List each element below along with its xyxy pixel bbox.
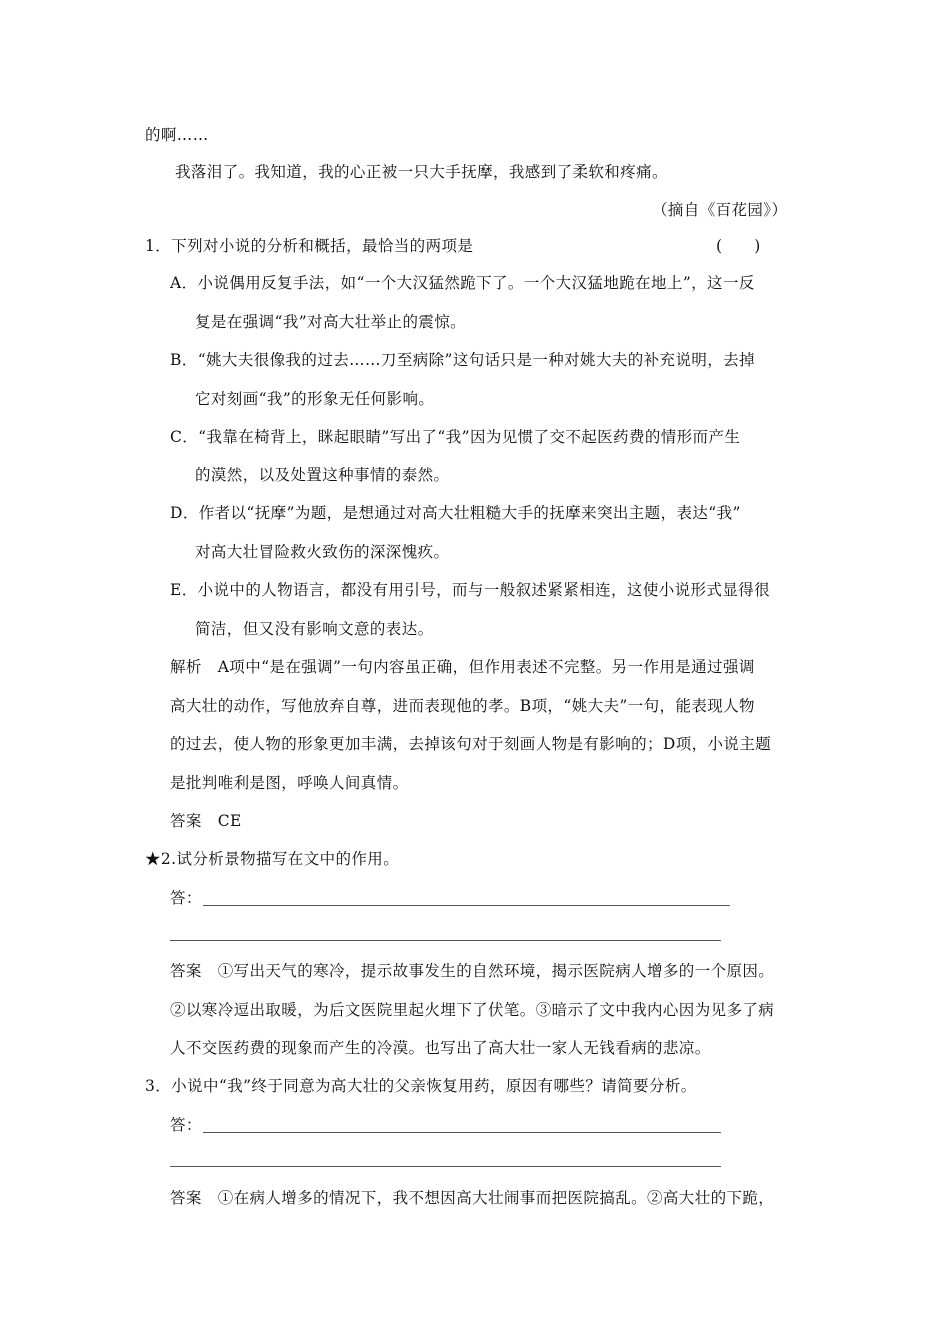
answer-text-1: ①写出天气的寒冷，提示故事发生的自然环境，揭示医院病人增多的一个原因。 — [217, 962, 775, 980]
option-b-line-1: B．“姚大夫很像我的过去……刀至病除”这句话只是一种对姚大夫的补充说明，去掉 — [170, 351, 755, 369]
question-3-answer-line-2[interactable] — [170, 1166, 721, 1167]
option-b-line-2: 它对刻画“我”的形象无任何影响。 — [195, 390, 435, 408]
question-3-answer-line-1[interactable] — [203, 1132, 721, 1133]
question-1-answer-bracket: ( ) — [716, 237, 761, 255]
analysis-line-1 — [170, 656, 755, 678]
answer-label: 答案 — [170, 962, 218, 980]
question-2-answer-line-b: ②以寒冷逗出取暖，为后文医院里起火埋下了伏笔。③暗示了文中我内心因为见多了病 — [170, 1001, 775, 1019]
question-1-answer — [170, 810, 242, 832]
question-3-stem — [145, 1075, 697, 1097]
question-2-stem — [145, 848, 399, 870]
question-1-stem — [145, 235, 473, 257]
option-d-line-2: 对高大壮冒险救火致伤的深深愧疚。 — [195, 543, 450, 561]
question-2-answer-line-a — [170, 960, 774, 982]
question-1-text: 下列对小说的分析和概括，最恰当的两项是 — [171, 237, 474, 255]
analysis-line-4: 是批判唯利是图，呼唤人间真情。 — [170, 774, 409, 792]
option-e-line-1: E．小说中的人物语言，都没有用引号，而与一般叙述紧紧相连，这使小说形式显得很 — [170, 581, 771, 599]
question-3-number: 3． — [145, 1077, 172, 1095]
question-2-answer-line-c: 人不交医药费的现象而产生的冷漠。也写出了高大壮一家人无钱看病的悲凉。 — [170, 1039, 711, 1057]
option-c-line-1: C．“我靠在椅背上，眯起眼睛”写出了“我”因为见惯了交不起医药费的情形而产生 — [170, 428, 741, 446]
answer-text-1: ①在病人增多的情况下，我不想因高大壮闹事而把医院搞乱。②高大壮的下跪， — [217, 1189, 775, 1207]
passage-source: （摘自《百花园》） — [652, 201, 788, 219]
question-2-number: 2. — [160, 850, 177, 868]
question-2-answer-line-1[interactable] — [203, 905, 730, 906]
passage-tail: 的啊…… — [145, 126, 209, 144]
question-3-answer-line-a — [170, 1187, 774, 1209]
option-a-line-2: 复是在强调“我”对高大壮举止的震惊。 — [195, 313, 467, 331]
analysis-label: 解析 — [170, 658, 218, 676]
passage-last-paragraph: 我落泪了。我知道，我的心正被一只大手抚摩，我感到了柔软和疼痛。 — [175, 163, 668, 181]
option-d-line-1: D．作者以“抚摩”为题，是想通过对高大壮粗糙大手的抚摩来突出主题，表达“我” — [170, 504, 741, 522]
question-2-answer-prompt: 答： — [170, 889, 202, 907]
star-icon: ★ — [145, 850, 161, 868]
answer-label: 答案 — [170, 1189, 218, 1207]
question-3-answer-prompt: 答： — [170, 1116, 202, 1134]
option-c-line-2: 的漠然，以及处置这种事情的泰然。 — [195, 466, 450, 484]
question-1-number: 1． — [145, 237, 172, 255]
question-2-text: 试分析景物描写在文中的作用。 — [176, 850, 400, 868]
analysis-line-3: 的过去，使人物的形象更加丰满，去掉该句对于刻画人物是有影响的；D项，小说主题 — [170, 735, 772, 753]
question-2-answer-line-2[interactable] — [170, 940, 721, 941]
answer-label: 答案 — [170, 812, 218, 830]
analysis-text-1: A项中“是在强调”一句内容虽正确，但作用表述不完整。另一作用是通过强调 — [217, 658, 755, 676]
analysis-line-2: 高大壮的动作，写他放弃自尊，进而表现他的孝。B项，“姚大夫”一句，能表现人物 — [170, 697, 755, 715]
answer-value: CE — [217, 812, 242, 830]
option-e-line-2: 简洁，但又没有影响文意的表达。 — [195, 620, 434, 638]
question-3-text: 小说中“我”终于同意为高大壮的父亲恢复用药，原因有哪些？请简要分析。 — [171, 1077, 697, 1095]
option-a-line-1: A．小说偶用反复手法，如“一个大汉猛然跪下了。一个大汉猛地跪在地上”，这一反 — [170, 274, 755, 292]
